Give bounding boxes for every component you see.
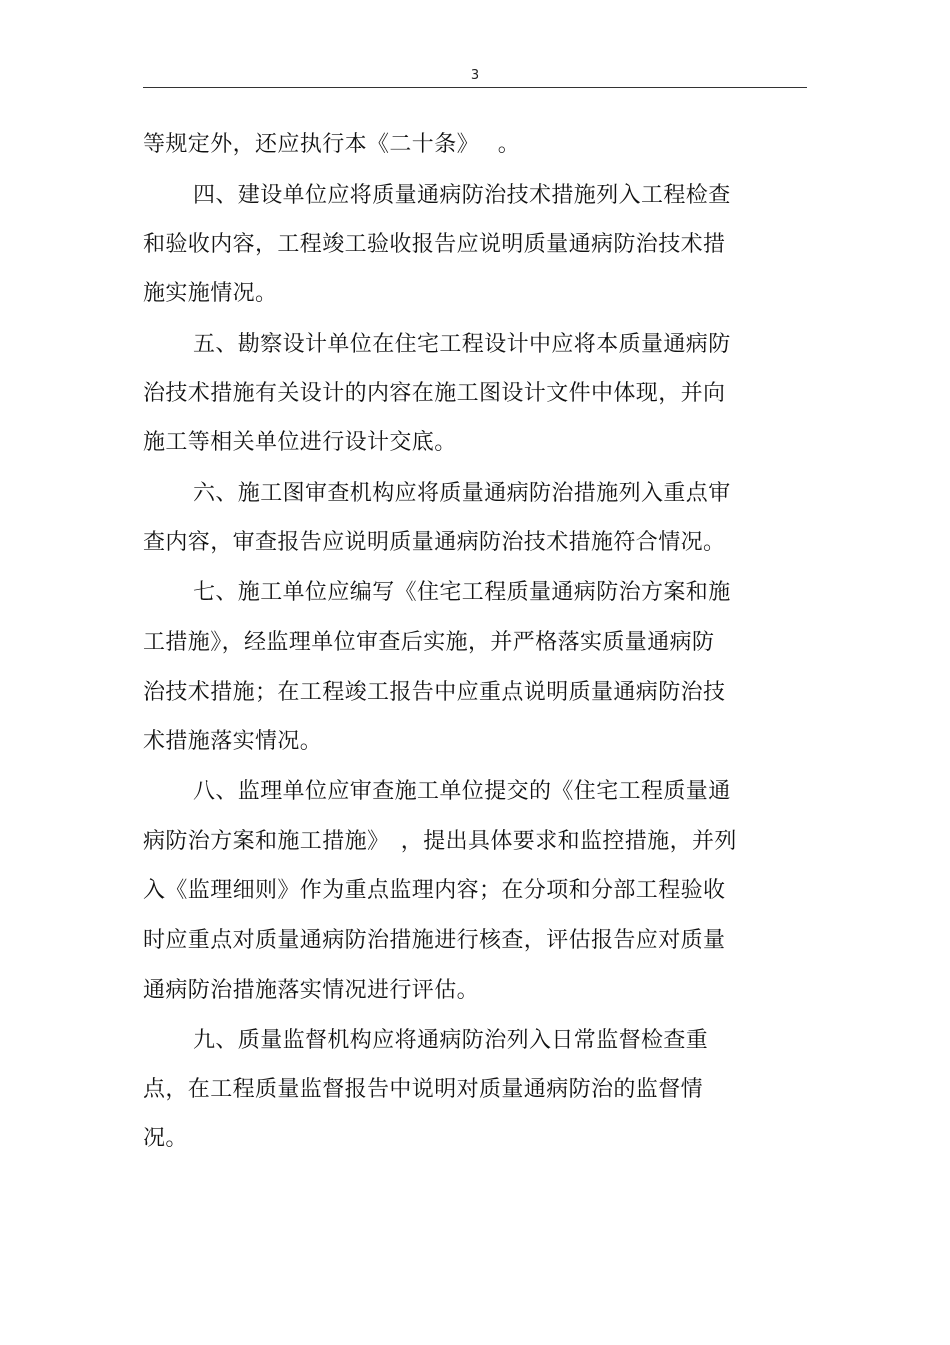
text-line: 治技术措施；在工程竣工报告中应重点说明质量通病防治技 <box>143 680 726 705</box>
text-line: 病防治方案和施工措施》 ，提出具体要求和监控措施，并列 <box>143 829 737 854</box>
text-line: 和验收内容，工程竣工验收报告应说明质量通病防治技术措 <box>143 232 726 257</box>
paragraph-start-line: 八、监理单位应审查施工单位提交的《住宅工程质量通 <box>193 779 731 804</box>
header-divider <box>143 87 807 88</box>
paragraph-start-line: 六、施工图审查机构应将质量通病防治措施列入重点审 <box>193 481 731 506</box>
text-line: 工措施》，经监理单位审查后实施，并严格落实质量通病防 <box>143 630 715 655</box>
paragraph-start-line: 四、建设单位应将质量通病防治技术措施列入工程检查 <box>193 183 731 208</box>
text-line: 点，在工程质量监督报告中说明对质量通病防治的监督情 <box>143 1077 704 1102</box>
text-line: 况。 <box>143 1126 188 1151</box>
text-line: 通病防治措施落实情况进行评估。 <box>143 978 480 1003</box>
page-number: 3 <box>470 68 480 83</box>
text-line: 施实施情况。 <box>143 281 278 306</box>
text-line: 查内容，审查报告应说明质量通病防治技术措施符合情况。 <box>143 530 726 555</box>
text-line: 术措施落实情况。 <box>143 729 323 754</box>
paragraph-start-line: 五、勘察设计单位在住宅工程设计中应将本质量通病防 <box>193 332 731 357</box>
text-line: 治技术措施有关设计的内容在施工图设计文件中体现，并向 <box>143 381 726 406</box>
paragraph-start-line: 九、质量监督机构应将通病防治列入日常监督检查重 <box>193 1028 709 1053</box>
text-line: 等规定外，还应执行本《二十条》 。 <box>143 132 521 157</box>
text-line: 入《监理细则》作为重点监理内容；在分项和分部工程验收 <box>143 878 726 903</box>
text-line: 时应重点对质量通病防治措施进行核查，评估报告应对质量 <box>143 928 726 953</box>
text-line: 施工等相关单位进行设计交底。 <box>143 430 457 455</box>
paragraph-start-line: 七、施工单位应编写《住宅工程质量通病防治方案和施 <box>193 580 731 605</box>
